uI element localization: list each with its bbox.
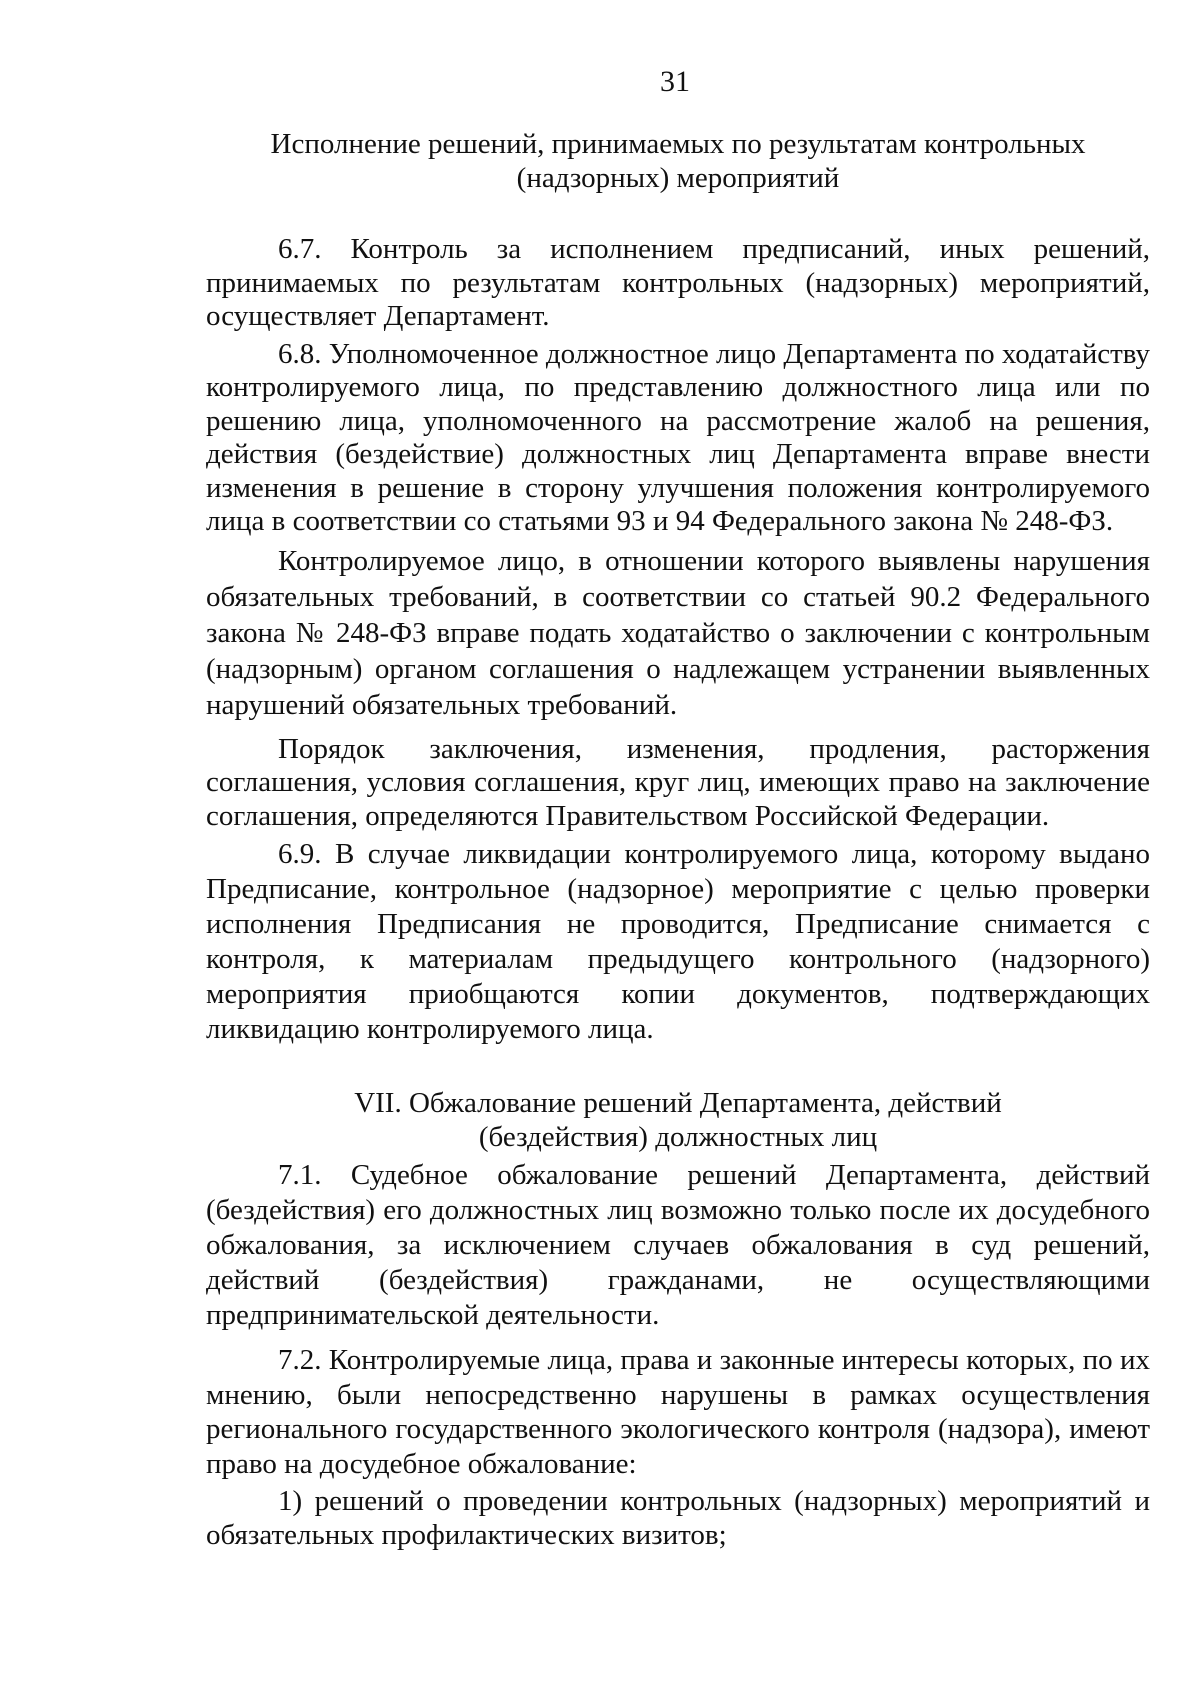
section-7-heading-line-1: VII. Обжалование решений Департамента, действий <box>354 1087 1002 1119</box>
section-6-heading-line-1: Исполнение решений, принимаемых по результатам контрольных <box>270 128 1086 160</box>
section-6-heading <box>206 128 1150 195</box>
paragraph-agreement-procedure: Порядок заключения, изменения, продления, расторжения соглашения, условия соглашения, круг лиц, имеющих право на заключение соглашения, определяются Правительством Российской Федерации. <box>206 732 1150 832</box>
paragraph-7-2-item-1: 1) решений о проведении контрольных (надзорных) мероприятий и обязательных профилактических визитов; <box>206 1485 1150 1551</box>
paragraph-6-9: 6.9. В случае ликвидации контролируемого лица, которому выдано Предписание, контрольное (надзорное) мероприятие с целью проверки исполнения Предписания не проводится, Предписание снимается с контроля, к материалам предыдущего контрольного (надзорного) мероприятия приобщаются копии документов, подтверждающих ликвидацию контролируемого лица. <box>206 838 1150 1045</box>
section-6-heading-line-2: (надзорных) мероприятий <box>516 161 840 194</box>
page-number: 31 <box>660 65 690 98</box>
section-7-heading-line-2: (бездействия) должностных лиц <box>478 1120 878 1153</box>
paragraph-7-2: 7.2. Контролируемые лица, права и законные интересы которых, по их мнению, были непосредственно нарушены в рамках осуществления регионального государственного экологического контроля (надзора), имеют право на досудебное обжалование: <box>206 1344 1150 1480</box>
document-body <box>206 128 1150 1552</box>
paragraph-6-8: 6.8. Уполномоченное должностное лицо Департамента по ходатайству контролируемого лица, по представлению должностного лица или по решению лица, уполномоченного на рассмотрение жалоб на решения, действия (бездействие) должностных лиц Департамента вправе внести изменения в решение в сторону улучшения положения контролируемого лица в соответствии со статьями 93 и 94 Федерального закона № 248-ФЗ. <box>206 337 1150 537</box>
paragraph-agreement-petition: Контролируемое лицо, в отношении которого выявлены нарушения обязательных требований, в соответствии со статьей 90.2 Федерального закона № 248-ФЗ вправе подать ходатайство о заключении с контрольным (надзорным) органом соглашения о надлежащем устранении выявленных нарушений обязательных требований. <box>206 544 1150 721</box>
paragraph-7-1: 7.1. Судебное обжалование решений Департамента, действий (бездействия) его должностных лиц возможно только после их досудебного обжалования, за исключением случаев обжалования в суд решений, действий (бездействия) гражданами, не осуществляющими предпринимательской деятельности. <box>206 1159 1150 1331</box>
paragraph-6-7: 6.7. Контроль за исполнением предписаний, иных решений, принимаемых по результатам контрольных (надзорных) мероприятий, осуществляет Департамент. <box>206 233 1150 332</box>
section-7-heading <box>206 1087 1150 1154</box>
